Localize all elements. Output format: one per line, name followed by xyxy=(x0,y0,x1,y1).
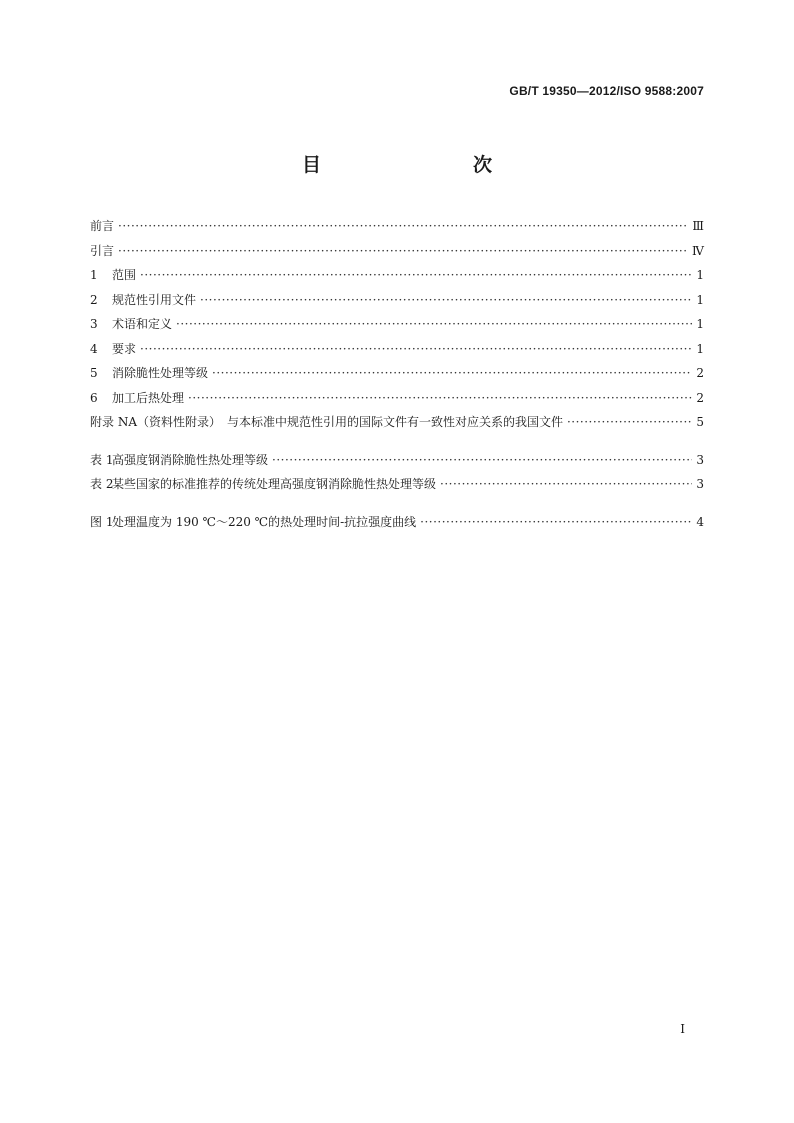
toc-chapters xyxy=(90,214,704,435)
toc-entry-number: 5 xyxy=(90,366,98,380)
toc-entry-label: 加工后热处理 xyxy=(112,390,185,405)
toc-entry-number: 4 xyxy=(90,341,98,356)
toc-leader-dots xyxy=(140,337,692,362)
toc-entry-table-1[interactable] xyxy=(90,448,704,473)
toc-entry-page: 5 xyxy=(696,415,704,429)
toc-leader-dots xyxy=(140,263,692,288)
toc-entry-label: 某些国家的标准推荐的传统处理高强度钢消除脆性热处理等级 xyxy=(112,477,437,491)
toc-leader-dots xyxy=(440,472,692,497)
toc-entry-label: 处理温度为 190 ℃～220 ℃的热处理时间-抗拉强度曲线 xyxy=(112,514,417,529)
toc-entry-page: 3 xyxy=(696,477,704,491)
toc-entry-page: 1 xyxy=(696,268,704,282)
toc-entry-page: Ⅲ xyxy=(692,219,704,233)
toc-entry-table-2[interactable] xyxy=(90,472,704,497)
toc-leader-dots xyxy=(118,239,688,264)
toc-entry-scope[interactable] xyxy=(90,263,704,288)
toc-entry-label: 附录 NA（资料性附录） 与本标准中规范性引用的国际文件有一致性对应关系的我国文件 xyxy=(90,415,563,429)
toc-entry-number: 表 1 xyxy=(90,452,114,467)
toc-entry-number: 图 1 xyxy=(90,514,114,529)
toc-leader-dots xyxy=(567,410,692,435)
toc-leader-dots xyxy=(176,312,692,337)
toc-entry-page: 2 xyxy=(696,390,704,405)
page-title: 目 次 xyxy=(301,154,530,176)
toc-entry-figure-1[interactable] xyxy=(90,510,704,535)
toc-leader-dots xyxy=(212,361,692,386)
toc-entry-foreword[interactable] xyxy=(90,214,704,239)
toc-entry-post-process-heat-treatment[interactable] xyxy=(90,386,704,411)
toc-leader-dots xyxy=(272,448,692,473)
toc-entry-page: 2 xyxy=(696,366,704,380)
toc-entry-page: 1 xyxy=(696,341,704,356)
toc-entry-page: 3 xyxy=(696,452,704,467)
toc-entry-number: 2 xyxy=(90,292,98,307)
toc-entry-number: 表 2 xyxy=(90,477,114,491)
toc-entry-number: 6 xyxy=(90,390,98,405)
toc-leader-dots xyxy=(188,386,692,411)
table-of-contents xyxy=(90,214,704,534)
toc-figures xyxy=(90,510,704,535)
toc-entry-page: 1 xyxy=(696,317,704,331)
toc-entry-label: 高强度钢消除脆性热处理等级 xyxy=(112,452,269,467)
toc-entry-embrittlement-classes[interactable] xyxy=(90,361,704,386)
toc-entry-page: 4 xyxy=(696,514,704,529)
toc-entry-page: Ⅳ xyxy=(692,243,704,258)
toc-entry-label: 前言 xyxy=(90,219,115,233)
toc-entry-label: 引言 xyxy=(90,243,115,258)
toc-entry-normative-references[interactable] xyxy=(90,288,704,313)
toc-entry-label: 规范性引用文件 xyxy=(112,292,197,307)
toc-entry-number: 3 xyxy=(90,317,98,331)
toc-entry-label: 消除脆性处理等级 xyxy=(112,366,209,380)
toc-leader-dots xyxy=(420,510,692,535)
toc-entry-annex-na[interactable] xyxy=(90,410,704,435)
toc-entry-requirements[interactable] xyxy=(90,337,704,362)
toc-entry-terms-definitions[interactable] xyxy=(90,312,704,337)
standard-code: GB/T 19350—2012/ISO 9588:2007 xyxy=(509,84,704,98)
toc-entry-page: 1 xyxy=(696,292,704,307)
page-number: Ⅰ xyxy=(680,1022,685,1036)
toc-entry-label: 要求 xyxy=(112,341,137,356)
toc-entry-label: 范围 xyxy=(112,268,137,282)
toc-leader-dots xyxy=(200,288,692,313)
toc-entry-introduction[interactable] xyxy=(90,239,704,264)
toc-tables xyxy=(90,448,704,497)
toc-leader-dots xyxy=(118,214,688,239)
toc-entry-number: 1 xyxy=(90,268,98,282)
toc-entry-label: 术语和定义 xyxy=(112,317,173,331)
